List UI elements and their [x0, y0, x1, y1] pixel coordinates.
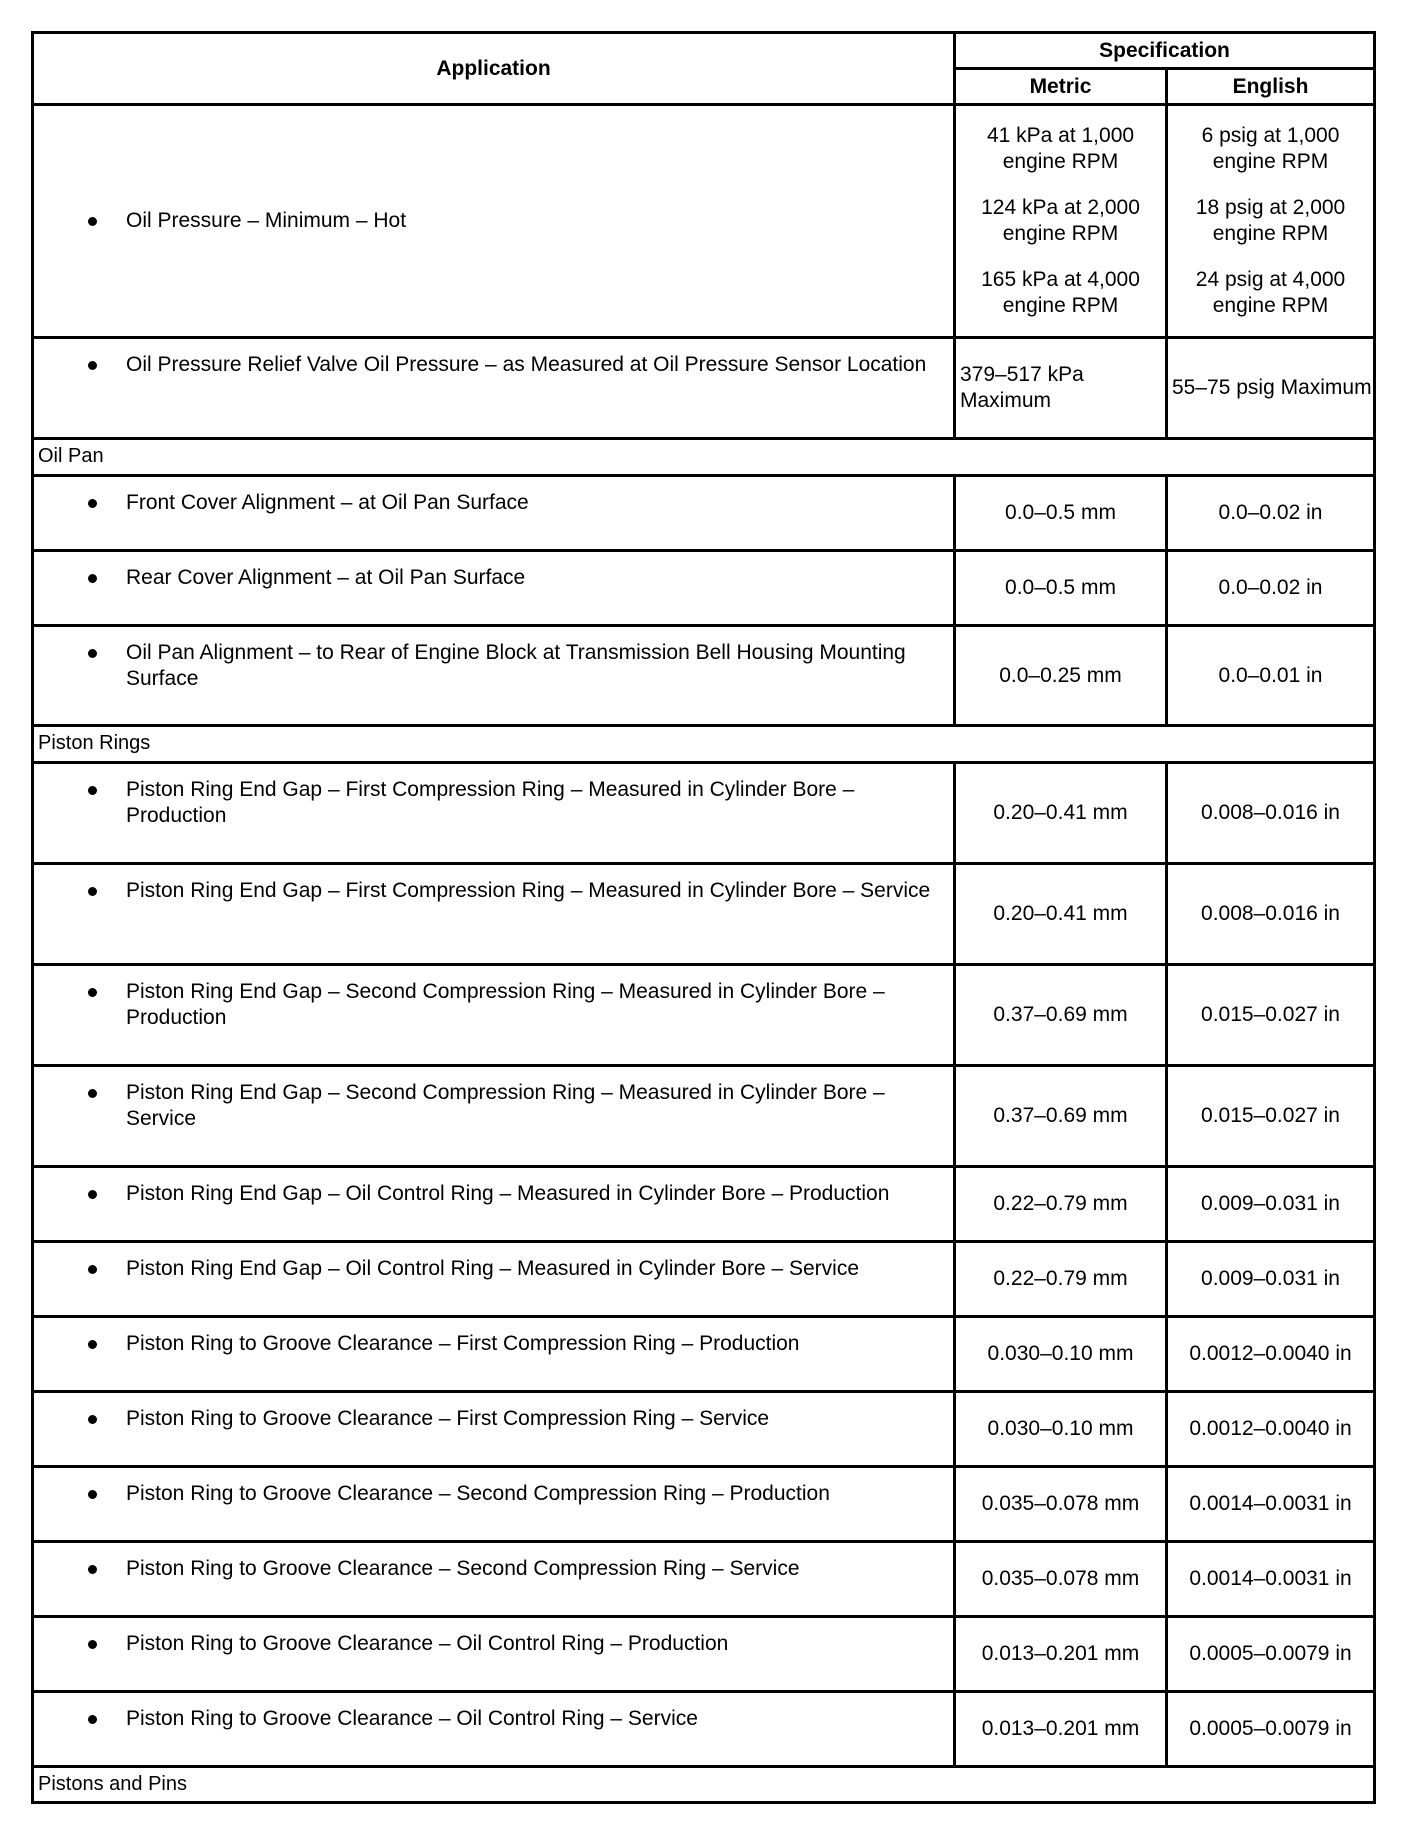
english-value: 0.0014–0.0031 in	[1167, 1542, 1375, 1617]
application-label: Piston Ring to Groove Clearance – Oil Control Ring – Service	[126, 1707, 698, 1730]
metric-value: 0.013–0.201 mm	[955, 1617, 1167, 1692]
header-row	[33, 33, 1375, 69]
bullet-icon	[88, 887, 97, 896]
metric-value: 0.20–0.41 mm	[955, 864, 1167, 965]
bullet-icon	[88, 361, 97, 370]
table-row	[33, 626, 1375, 726]
table-row	[33, 1542, 1375, 1617]
application-label: Piston Ring End Gap – Oil Control Ring – Measured in Cylinder Bore – Production	[126, 1182, 890, 1205]
metric-value: 0.030–0.10 mm	[955, 1317, 1167, 1392]
english-value: 0.0014–0.0031 in	[1167, 1467, 1375, 1542]
metric-value: 0.013–0.201 mm	[955, 1692, 1167, 1767]
application-label: Oil Pan Alignment – to Rear of Engine Block at Transmission Bell Housing Mounting Surface	[126, 641, 906, 690]
application-cell	[33, 1692, 955, 1767]
table-row	[33, 105, 1375, 338]
metric-value: 0.22–0.79 mm	[955, 1242, 1167, 1317]
section-title: Oil Pan	[33, 439, 1375, 476]
application-cell	[33, 1392, 955, 1467]
bullet-icon	[88, 1089, 97, 1098]
specification-header: Specification	[955, 33, 1375, 69]
english-cell	[1167, 105, 1375, 338]
metric-cell	[955, 105, 1167, 338]
application-cell	[33, 763, 955, 864]
pistons-pins-section	[33, 1767, 1375, 1803]
section-row	[33, 1767, 1375, 1803]
bullet-icon	[88, 649, 97, 658]
metric-value: 0.030–0.10 mm	[955, 1392, 1167, 1467]
table-row	[33, 1467, 1375, 1542]
bullet-icon	[88, 1565, 97, 1574]
table-row	[33, 1242, 1375, 1317]
bullet-icon	[88, 1415, 97, 1424]
application-label: Piston Ring End Gap – Second Compression Ring – Measured in Cylinder Bore – Production	[126, 980, 885, 1029]
application-cell	[33, 1317, 955, 1392]
bullet-icon	[88, 1715, 97, 1724]
table-row	[33, 1167, 1375, 1242]
table-row	[33, 1392, 1375, 1467]
english-value: 0.008–0.016 in	[1167, 763, 1375, 864]
english-value: 0.009–0.031 in	[1167, 1167, 1375, 1242]
section-title: Piston Rings	[33, 726, 1375, 763]
metric-value: 379–517 kPa Maximum	[955, 338, 1167, 439]
english-value: 0.0–0.02 in	[1167, 551, 1375, 626]
piston-rings-section	[33, 726, 1375, 763]
application-cell	[33, 1167, 955, 1242]
bullet-icon	[88, 786, 97, 795]
english-value: 0.0–0.02 in	[1167, 476, 1375, 551]
table-row	[33, 763, 1375, 864]
piston-ring-rows	[33, 763, 1375, 1767]
english-value: 0.0–0.01 in	[1167, 626, 1375, 726]
application-cell	[33, 338, 955, 439]
application-label: Piston Ring to Groove Clearance – Oil Control Ring – Production	[126, 1632, 729, 1655]
application-label: Piston Ring End Gap – Second Compression Ring – Measured in Cylinder Bore – Service	[126, 1081, 885, 1130]
table-row	[33, 965, 1375, 1066]
section-row	[33, 726, 1375, 763]
english-value: 0.0012–0.0040 in	[1167, 1317, 1375, 1392]
application-label: Rear Cover Alignment – at Oil Pan Surface	[126, 566, 526, 589]
application-label: Piston Ring End Gap – First Compression Ring – Measured in Cylinder Bore – Production	[126, 778, 855, 827]
application-cell	[33, 1066, 955, 1167]
table-row	[33, 1617, 1375, 1692]
table-row	[33, 864, 1375, 965]
application-label: Front Cover Alignment – at Oil Pan Surface	[126, 491, 529, 514]
table-row	[33, 551, 1375, 626]
section-title: Pistons and Pins	[33, 1767, 1375, 1803]
bullet-icon	[88, 574, 97, 583]
english-value: 0.009–0.031 in	[1167, 1242, 1375, 1317]
application-cell	[33, 476, 955, 551]
application-cell	[33, 551, 955, 626]
application-cell	[33, 965, 955, 1066]
metric-value: 0.37–0.69 mm	[955, 1066, 1167, 1167]
metric-value: 0.0–0.5 mm	[955, 551, 1167, 626]
table-row	[33, 1066, 1375, 1167]
section-row	[33, 439, 1375, 476]
bullet-icon	[88, 1490, 97, 1499]
application-cell	[33, 1467, 955, 1542]
english-header: English	[1167, 69, 1375, 105]
english-value: 6 psig at 1,000 engine RPM	[1201, 124, 1340, 173]
english-value: 0.008–0.016 in	[1167, 864, 1375, 965]
metric-value: 0.22–0.79 mm	[955, 1167, 1167, 1242]
application-header: Application	[33, 33, 955, 105]
metric-value: 0.37–0.69 mm	[955, 965, 1167, 1066]
english-value: 18 psig at 2,000 engine RPM	[1195, 196, 1346, 245]
application-label: Piston Ring to Groove Clearance – Second Compression Ring – Production	[126, 1482, 830, 1505]
metric-value: 165 kPa at 4,000 engine RPM	[981, 268, 1140, 317]
table-row	[33, 338, 1375, 439]
bullet-icon	[88, 1640, 97, 1649]
table-row	[33, 1317, 1375, 1392]
application-cell	[33, 1242, 955, 1317]
bullet-icon	[88, 1340, 97, 1349]
english-value: 0.0005–0.0079 in	[1167, 1692, 1375, 1767]
specification-table	[31, 31, 1376, 1804]
metric-value: 0.0–0.25 mm	[955, 626, 1167, 726]
metric-header: Metric	[955, 69, 1167, 105]
application-label: Piston Ring End Gap – First Compression Ring – Measured in Cylinder Bore – Service	[126, 879, 931, 902]
application-cell	[33, 1617, 955, 1692]
bullet-icon	[88, 1265, 97, 1274]
english-value: 0.0005–0.0079 in	[1167, 1617, 1375, 1692]
oil-pan-rows	[33, 476, 1375, 726]
english-value: 0.015–0.027 in	[1167, 1066, 1375, 1167]
application-cell	[33, 105, 955, 338]
bullet-icon	[88, 217, 97, 226]
bullet-icon	[88, 499, 97, 508]
application-label: Piston Ring to Groove Clearance – First Compression Ring – Service	[126, 1407, 770, 1430]
bullet-icon	[88, 1190, 97, 1199]
english-value: 24 psig at 4,000 engine RPM	[1195, 268, 1346, 317]
english-value: 0.015–0.027 in	[1167, 965, 1375, 1066]
application-label: Oil Pressure Relief Valve Oil Pressure – as Measured at Oil Pressure Sensor Location	[126, 353, 927, 376]
application-label: Oil Pressure – Minimum – Hot	[126, 209, 407, 232]
metric-value: 0.0–0.5 mm	[955, 476, 1167, 551]
table-row	[33, 1692, 1375, 1767]
bullet-icon	[88, 988, 97, 997]
application-label: Piston Ring End Gap – Oil Control Ring – Measured in Cylinder Bore – Service	[126, 1257, 860, 1280]
application-cell	[33, 864, 955, 965]
metric-value: 124 kPa at 2,000 engine RPM	[981, 196, 1140, 245]
metric-value: 0.20–0.41 mm	[955, 763, 1167, 864]
application-cell	[33, 626, 955, 726]
metric-value: 41 kPa at 1,000 engine RPM	[986, 124, 1135, 173]
application-cell	[33, 1542, 955, 1617]
english-value: 0.0012–0.0040 in	[1167, 1392, 1375, 1467]
table-row	[33, 476, 1375, 551]
english-value: 55–75 psig Maximum	[1167, 338, 1375, 439]
application-label: Piston Ring to Groove Clearance – First Compression Ring – Production	[126, 1332, 800, 1355]
application-label: Piston Ring to Groove Clearance – Second Compression Ring – Service	[126, 1557, 800, 1580]
metric-value: 0.035–0.078 mm	[955, 1467, 1167, 1542]
metric-value: 0.035–0.078 mm	[955, 1542, 1167, 1617]
